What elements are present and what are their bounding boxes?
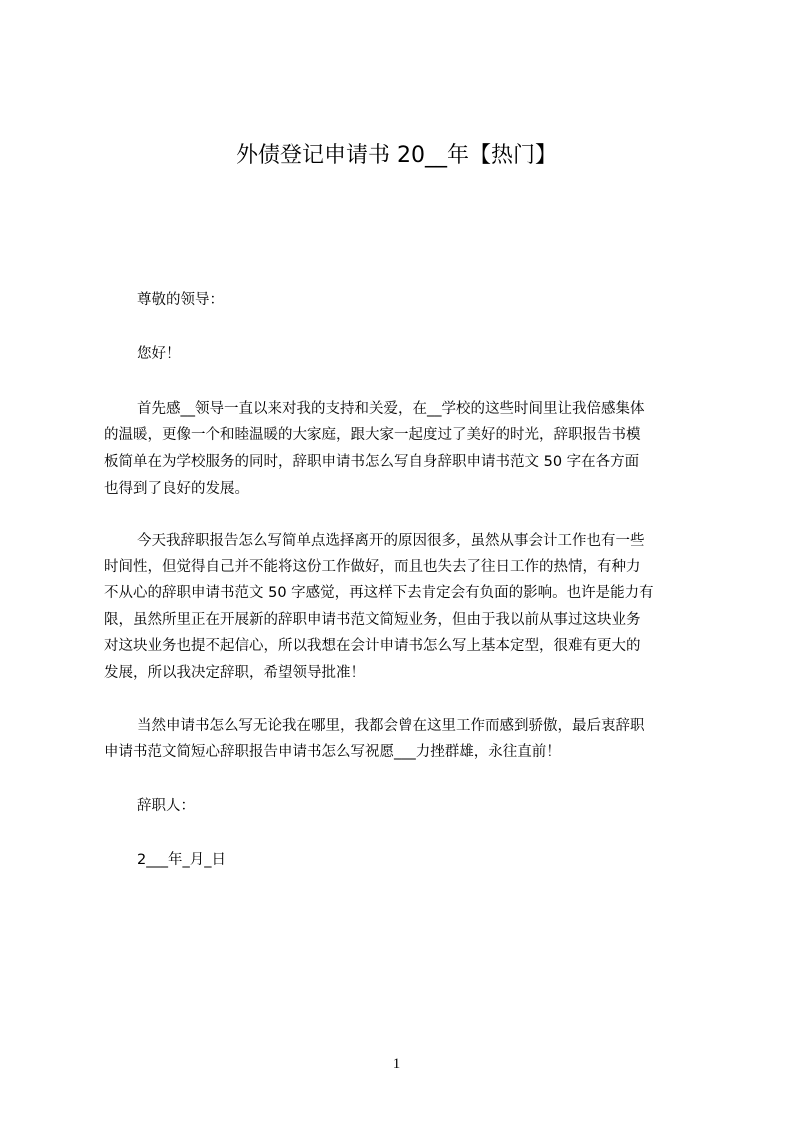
hello-line: 您好！ bbox=[137, 346, 181, 362]
page-number: 1 bbox=[392, 1056, 401, 1072]
paragraph-line: 发展，所以我决定辞职，希望领导批准！ bbox=[104, 665, 365, 681]
paragraph-line: 首先感__领导一直以来对我的支持和关爱，在__学校的这些时间里让我倍感集体 bbox=[137, 401, 645, 417]
paragraph-line: 当然申请书怎么写无论我在哪里，我都会曾在这里工作而感到骄傲，最后衷辞职 bbox=[137, 718, 645, 734]
paragraph-line: 的温暖，更像一个和睦温暖的大家庭，跟大家一起度过了美好的时光，辞职报告书模 bbox=[104, 427, 641, 443]
greeting: 尊敬的领导： bbox=[137, 292, 224, 308]
page-title: 外债登记申请书 20__年【热门】 bbox=[236, 143, 557, 168]
paragraph-line: 申请书范文简短心辞职报告申请书怎么写祝愿___力挫群雄，永往直前！ bbox=[104, 744, 561, 760]
paragraph-line: 今天我辞职报告怎么写简单点选择离开的原因很多，虽然从事会计工作也有一些 bbox=[137, 533, 645, 549]
paragraph-line: 板简单在为学校服务的同时，辞职申请书怎么写自身辞职申请书范文 50 字在各方面 bbox=[104, 454, 640, 470]
paragraph-line: 不从心的辞职申请书范文 50 字感觉，再这样下去肯定会有负面的影响。也许是能力有 bbox=[104, 585, 654, 601]
signature-label: 辞职人： bbox=[137, 798, 195, 814]
paragraph-line: 也得到了良好的发展。 bbox=[104, 481, 249, 497]
date-line: 2___年_月_日 bbox=[137, 852, 226, 868]
paragraph-line: 对这块业务也提不起信心，所以我想在会计申请书怎么写上基本定型，很难有更大的 bbox=[104, 638, 641, 654]
paragraph-line: 时间性，但觉得自己并不能将这份工作做好，而且也失去了往日工作的热情，有种力 bbox=[104, 559, 641, 575]
paragraph-line: 限，虽然所里正在开展新的辞职申请书范文简短业务，但由于我以前从事过这块业务 bbox=[104, 612, 641, 628]
